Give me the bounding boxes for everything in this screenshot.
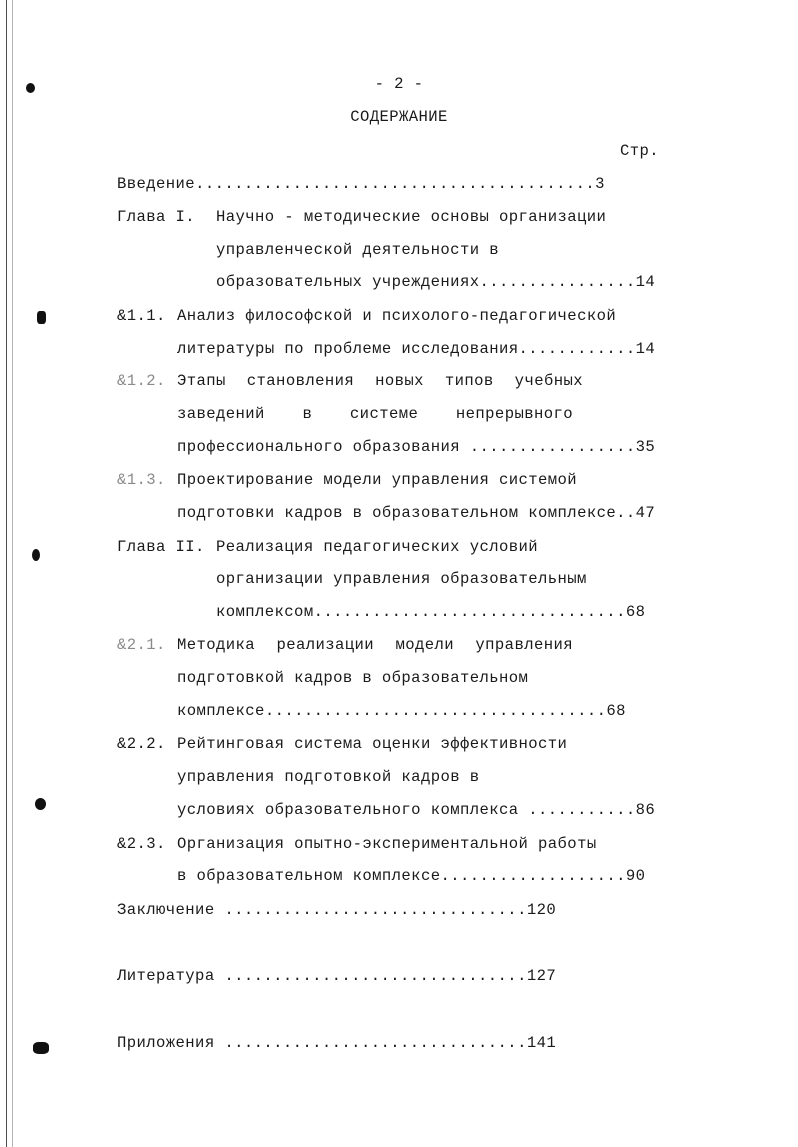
scan-edge-line bbox=[12, 0, 13, 1147]
toc-entry-intro: Введение.........................................3 bbox=[117, 175, 605, 193]
toc-entry-title: Научно - методические основы организации bbox=[216, 208, 607, 226]
toc-entry-literature: Литература ...............................127 bbox=[117, 967, 557, 985]
scan-blot bbox=[35, 798, 46, 810]
toc-entry-title: в образовательном комплексе bbox=[177, 867, 441, 885]
toc-page-number: 141 bbox=[526, 1034, 557, 1052]
toc-entry-title: литературы по проблеме исследования bbox=[177, 340, 519, 358]
toc-entry-title: Анализ философской и психолого-педагогической bbox=[177, 307, 617, 325]
toc-entry-title: Организация опытно-экспериментальной работы bbox=[177, 835, 597, 853]
toc-entry-title: подготовкой кадров в образовательном bbox=[177, 669, 529, 687]
toc-entry-appendix: Приложения ...............................141 bbox=[117, 1034, 557, 1052]
toc-page-number: 120 bbox=[526, 901, 557, 919]
scan-blot bbox=[37, 311, 46, 324]
toc-entry-title: Приложения bbox=[117, 1034, 215, 1052]
toc-page-number: 68 bbox=[606, 702, 626, 720]
toc-entry-title: Этапы становления новых типов учебных bbox=[177, 372, 583, 390]
toc-entry-title: Рейтинговая система оценки эффективности bbox=[177, 735, 568, 753]
toc-chapter-label: Глава II. bbox=[117, 538, 205, 556]
toc-page-number: 47 bbox=[635, 504, 656, 522]
toc-entry-title: Реализация педагогических условий bbox=[216, 538, 539, 556]
scan-edge-line bbox=[6, 0, 7, 1147]
toc-section-label: &2.2. bbox=[117, 735, 166, 753]
toc-entry-title: управления подготовкой кадров в bbox=[177, 768, 480, 786]
toc-page-number: 14 bbox=[635, 340, 656, 358]
toc-page-number: 68 bbox=[625, 603, 646, 621]
toc-page-number: 127 bbox=[526, 967, 557, 985]
toc-entry-title: Методика реализации модели управления bbox=[177, 636, 573, 654]
toc-page-number: 14 bbox=[635, 273, 656, 291]
toc-page-number: 35 bbox=[635, 438, 656, 456]
toc-entry-title: организации управления образовательным bbox=[216, 570, 587, 588]
toc-entry-conclusion: Заключение ...............................120 bbox=[117, 901, 557, 919]
toc-page-number: 90 bbox=[625, 867, 646, 885]
toc-section-label: &2.1. bbox=[117, 636, 166, 654]
toc-page-number: 3 bbox=[595, 175, 605, 193]
toc-section-label: &2.3. bbox=[117, 835, 166, 853]
toc-section-label: &1.3. bbox=[117, 471, 166, 489]
toc-section-label: &1.1. bbox=[117, 307, 166, 325]
toc-entry-title: образовательных учреждениях bbox=[216, 273, 480, 291]
toc-entry-title: Литература bbox=[117, 967, 215, 985]
toc-entry-title: профессионального образования bbox=[177, 438, 460, 456]
toc-chapter-label: Глава I. bbox=[117, 208, 196, 226]
scan-blot bbox=[33, 1042, 49, 1054]
toc-entry-title: комплексе bbox=[177, 702, 265, 720]
page-number: - 2 - bbox=[374, 75, 424, 93]
toc-page-number: 86 bbox=[635, 801, 656, 819]
toc-entry-title: условиях образовательного комплекса bbox=[177, 801, 519, 819]
scan-blot bbox=[32, 549, 40, 561]
toc-entry-title: Проектирование модели управления системой bbox=[177, 471, 578, 489]
toc-entry-title: комплексом bbox=[216, 603, 314, 621]
toc-entry-title: Заключение bbox=[117, 901, 215, 919]
toc-entry-title: управленческой деятельности в bbox=[216, 241, 499, 259]
toc-entry-title: Введение bbox=[117, 175, 196, 193]
toc-entry-title: заведений в системе непрерывного bbox=[177, 405, 573, 423]
toc-entry-title: подготовки кадров в образовательном комплексе bbox=[177, 504, 617, 522]
page-column-label: Стр. bbox=[620, 142, 660, 160]
page-title: СОДЕРЖАНИЕ bbox=[350, 108, 448, 126]
toc-section-label: &1.2. bbox=[117, 372, 166, 390]
